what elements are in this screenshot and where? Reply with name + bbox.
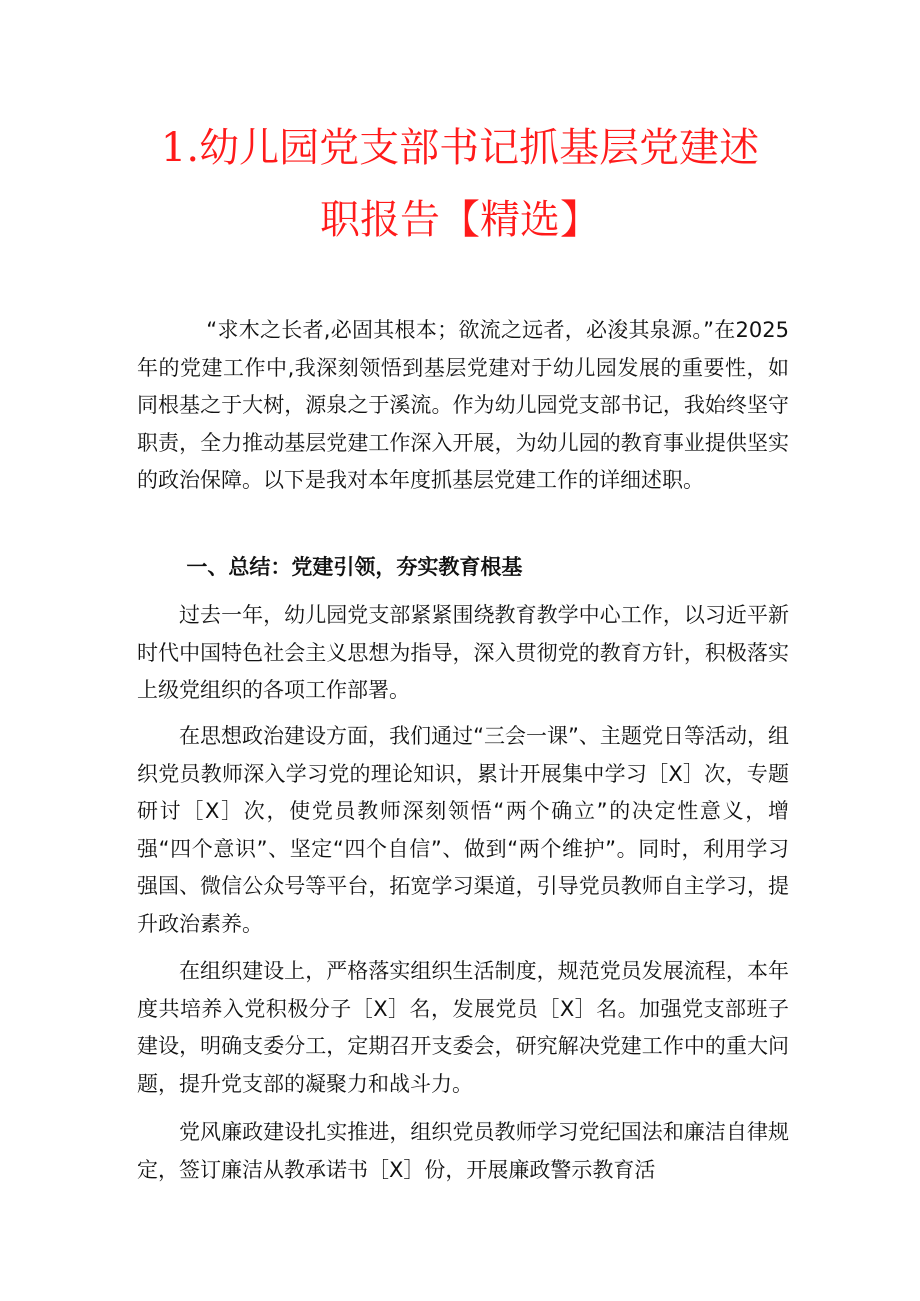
document-title-line-1: 1.幼儿园党支部书记抓基层党建述 [160, 125, 760, 171]
document-title-line-2: 职报告【精选】 [320, 197, 600, 243]
ideology-paragraph: 在思想政治建设方面，我们通过“三会一课”、主题党日等活动，组织党员教师深入学习党的理论知识，累计开展集中学习［X］次，专题研讨［X］次，使党员教师深刻领悟“两个确立”的决定性意义，增强“四个意识”、坚定“四个自信”、做到“两个维护”。同时，利用学习强国、微信公众号等平台，拓宽学习渠道，引导党员教师自主学习，提升政治素养。 [137, 724, 789, 936]
organization-paragraph: 在组织建设上，严格落实组织生活制度，规范党员发展流程，本年度共培养入党积极分子［X］名，发展党员［X］名。加强党支部班子建设，明确支委分工，定期召开支委会，研究解决党建工作中的重大问题，提升党支部的凝聚力和战斗力。 [137, 959, 789, 1096]
summary-paragraph: 过去一年，幼儿园党支部紧紧围绕教育教学中心工作，以习近平新时代中国特色社会主义思想为指导，深入贯彻党的教育方针，积极落实上级党组织的各项工作部署。 [137, 603, 789, 702]
section-heading: 一、总结：党建引领，夯实教育根基 [186, 555, 523, 579]
integrity-paragraph: 党风廉政建设扎实推进，组织党员教师学习党纪国法和廉洁自律规定，签订廉洁从教承诺书［X］份，开展廉政警示教育活 [137, 1120, 789, 1182]
intro-paragraph: “求木之长者,必固其根本；欲流之远者，必浚其泉源。”在2025年的党建工作中,我深刻领悟到基层党建对于幼儿园发展的重要性，如同根基之于大树，源泉之于溪流。作为幼儿园党支部书记，我始终坚守职责，全力推动基层党建工作深入开展，为幼儿园的教育事业提供坚实的政治保障。以下是我对本年度抓基层党建工作的详细述职。 [137, 318, 789, 492]
